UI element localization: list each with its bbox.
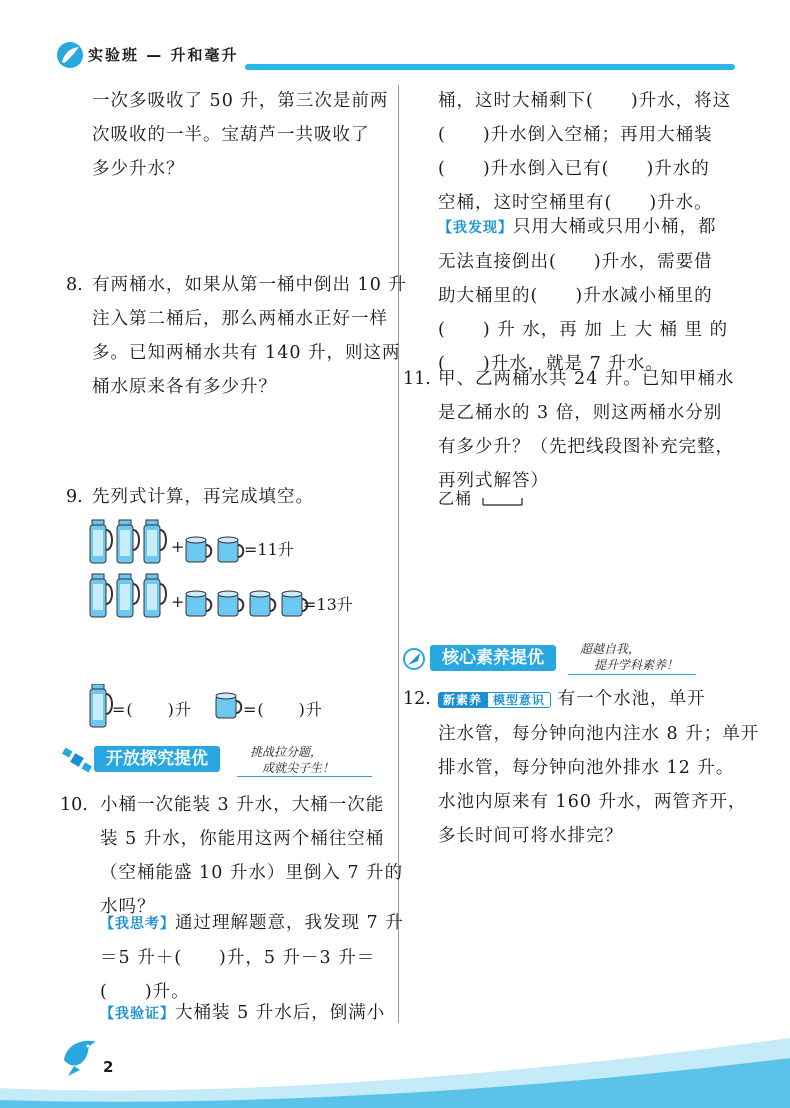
thermos-icon <box>90 574 112 617</box>
page-header <box>0 0 790 80</box>
text-line: 是乙桶水的 3 倍，则这两桶水分别 <box>438 403 723 423</box>
think-tag: 【我思考】 <box>100 916 175 932</box>
footer-wave <box>0 1018 790 1108</box>
text-line: 再列式解答） <box>438 471 549 491</box>
text-line: 桶水原来各有多少升？ <box>92 377 277 397</box>
q7-continuation <box>92 84 388 186</box>
find-section <box>438 210 728 381</box>
text-line: 水吗？ <box>100 897 156 917</box>
text-line: 无法直接倒出( )升水，需要借 <box>438 252 713 272</box>
banner-title: 开放探究提优 <box>94 746 220 772</box>
text-line: 有多少升？（先把线段图补充完整， <box>438 437 734 457</box>
banner-title: 核心素养提优 <box>430 645 556 671</box>
q12-badge <box>438 683 551 717</box>
text-line: 注入第二桶后，那么两桶水正好一样 <box>92 309 388 329</box>
text-line: ( )升。 <box>100 982 190 1002</box>
banner-slogan-2: 提升学科素养！ <box>594 658 679 672</box>
cup-icon <box>186 591 211 616</box>
text-line: 有两桶水，如果从第一桶中倒出 10 升 <box>92 275 407 295</box>
banner-underline <box>237 776 372 777</box>
q12-number: 12. <box>403 689 431 709</box>
text-line: 排水管，每分钟向池外排水 12 升。 <box>438 757 735 778</box>
q10-number: 10. <box>60 795 88 815</box>
leaf-logo-icon <box>55 40 85 70</box>
cup-icon <box>250 591 275 616</box>
thermos-icon <box>117 520 139 563</box>
text-line: 桶，这时大桶剩下( )升水，将这 <box>438 91 732 111</box>
plus-sign: + <box>171 537 185 556</box>
q9-equation-row-1 <box>88 512 388 568</box>
text-line: 空桶，这时空桶里有( )升水。 <box>438 193 713 213</box>
banner-open-explore <box>62 745 382 775</box>
q8-number: 8. <box>66 275 83 295</box>
q11-number: 11. <box>403 369 431 389</box>
cup-answer: =( )升 <box>243 700 323 719</box>
equation-result-1: =11升 <box>244 540 294 559</box>
text-line: 装 5 升水，你能用这两个桶往空桶 <box>100 829 385 849</box>
think-section <box>100 906 404 1009</box>
q11-segment-line <box>482 496 524 508</box>
banner-slogan-1: 超越自我， <box>580 642 641 656</box>
q8-text <box>92 268 407 404</box>
q9-text: 先列式计算，再完成填空。 <box>92 487 314 507</box>
text-line: 水池内原来有 160 升水，两管齐开， <box>438 791 747 812</box>
equation-result-2: =13升 <box>303 595 353 614</box>
text-line: 多长时间可将水排完？ <box>438 825 623 846</box>
cup-icon <box>186 537 211 562</box>
banner-underline <box>568 674 696 675</box>
banner-core-literacy <box>398 642 718 672</box>
text-line: ＝5 升＋( )升，5 升－3 升＝ <box>100 948 376 968</box>
text-line: ( )升水倒入空桶；再用大桶装 <box>438 125 713 145</box>
text-line: 一次多吸收了 50 升，第三次是前两 <box>92 91 389 111</box>
thermos-icon <box>117 574 139 617</box>
thermos-icon <box>90 684 112 727</box>
text-line: ( )升水倒入已有( )升水的 <box>438 159 710 179</box>
text-line: 次吸收的一半。宝葫芦一共吸收了 <box>92 125 370 145</box>
q9-number: 9. <box>66 487 83 507</box>
header-rule <box>245 64 735 70</box>
text-line: 注水管，每分钟向池内注水 8 升；单开 <box>438 723 760 744</box>
dolphin-icon <box>58 1032 102 1078</box>
page-number: 2 <box>103 1058 114 1076</box>
banner-slogan-1: 挑战拉分题， <box>250 745 323 759</box>
text-line: 大桶装 5 升水后，倒满小 <box>175 1003 386 1023</box>
plus-sign: + <box>171 592 185 611</box>
text-line: 有一个水池，单开 <box>557 689 706 709</box>
thermos-icon <box>144 574 166 617</box>
badge-new-literacy: 新素养 <box>438 692 487 708</box>
badge-model-awareness: 模型意识 <box>487 692 551 708</box>
satellite-icon <box>62 746 92 774</box>
thermos-answer: =( )升 <box>112 700 192 719</box>
header-title: 实验班 — 升和毫升 <box>88 46 239 64</box>
text-line: 只用大桶或只用小桶，都 <box>513 217 717 237</box>
cup-icon <box>216 693 241 718</box>
find-tag: 【我发现】 <box>438 220 513 236</box>
text-line: 助大桶里的( )升水减小桶里的 <box>438 286 713 306</box>
q12-text <box>438 682 759 853</box>
cup-icon <box>218 591 243 616</box>
text-line: ( )升水，就是 7 升水。 <box>438 354 664 374</box>
thermos-icon <box>144 520 166 563</box>
text-line: 小桶一次能装 3 升水，大桶一次能 <box>100 795 385 815</box>
text-line: 多少升水？ <box>92 159 185 179</box>
q11-text <box>438 362 734 498</box>
cup-icon <box>218 537 243 562</box>
q11-diagram-label: 乙桶 <box>438 489 473 508</box>
thermos-icon <box>90 520 112 563</box>
text-line: ( ) 升 水，再 加 上 大 桶 里 的 <box>438 320 729 340</box>
text-line: 甲、乙两桶水共 24 升。已知甲桶水 <box>438 369 735 389</box>
verify-continuation <box>438 84 731 220</box>
rocket-icon <box>400 645 428 673</box>
text-line: 通过理解题意，我发现 7 升 <box>175 913 404 933</box>
text-line: （空桶能盛 10 升水）里倒入 7 升的 <box>100 863 404 883</box>
banner-slogan-2: 成就尖子生！ <box>262 761 335 775</box>
q10-text <box>100 788 403 924</box>
text-line: 多。已知两桶水共有 140 升，则这两 <box>92 343 401 363</box>
verify-tag: 【我验证】 <box>100 1006 175 1022</box>
